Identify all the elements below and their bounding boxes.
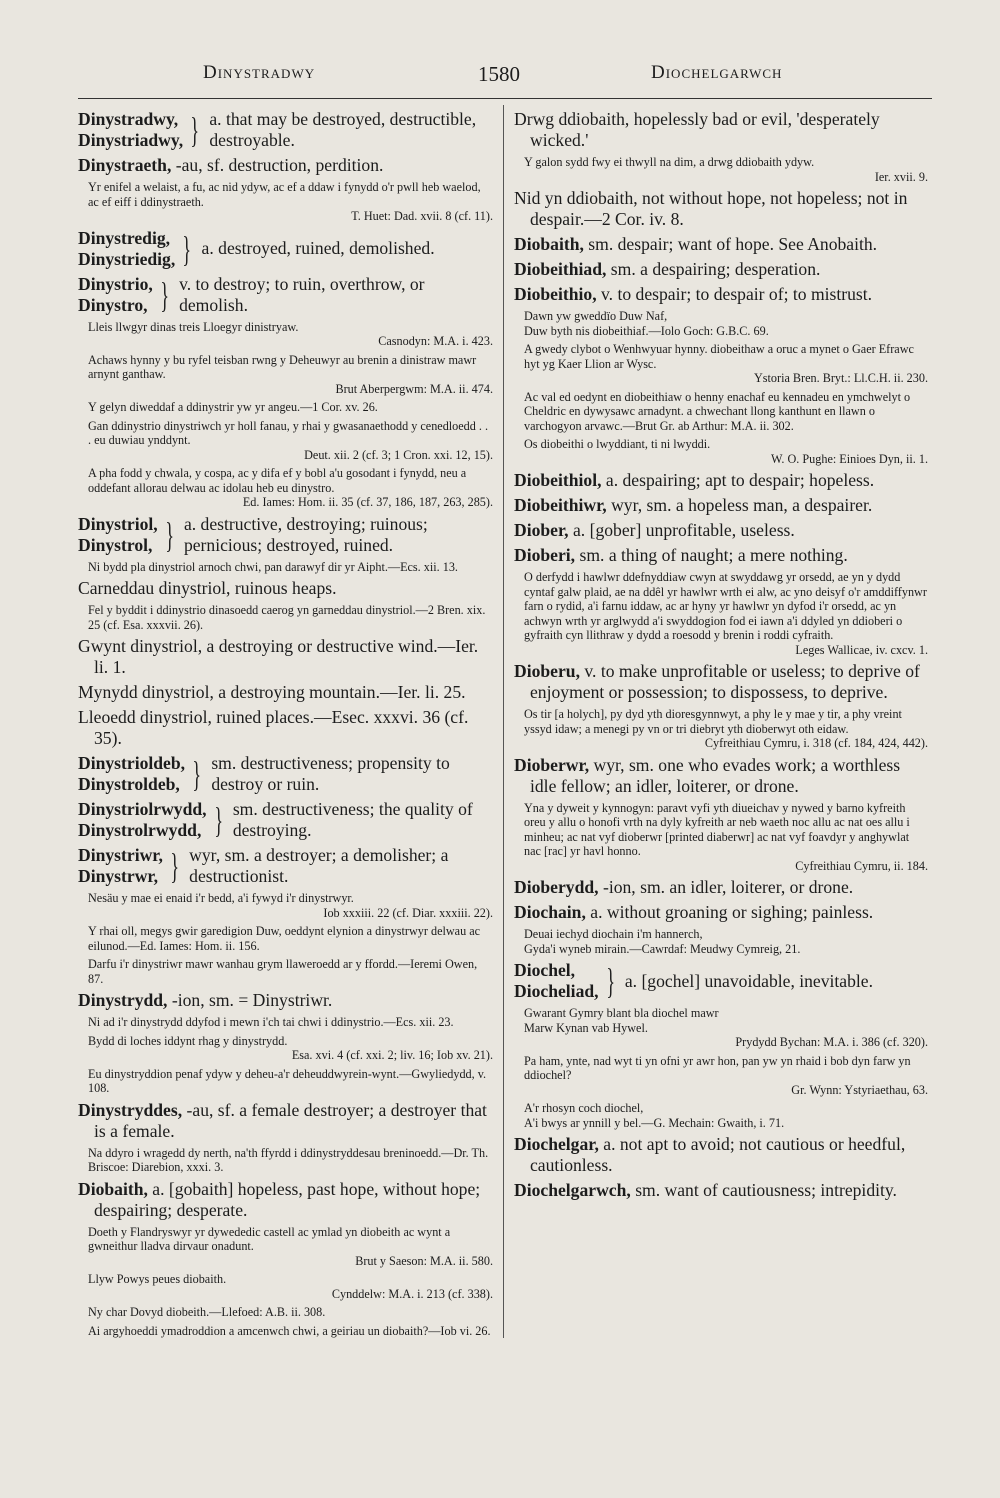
headword-pair: Dinystriolrwydd, Dinystrolrwydd, (78, 799, 207, 840)
brace-glyph: } (170, 846, 179, 886)
quotation: Darfu i'r dinystriwr mawr wanhau grym llaweroedd ar y ffordd.—Ieremi Owen, 87. (88, 957, 478, 986)
entry (514, 234, 928, 255)
headword-pair: Diochel, Diocheliad, (514, 960, 599, 1001)
headword-pair: Dinystredig, Dinystriedig, (78, 227, 176, 269)
definition: a. destroyed, ruined, demolished. (201, 238, 435, 258)
quotation: Y gelyn diweddaf a ddinystrir yw yr angeu.—1 Cor. xv. 26. (88, 400, 378, 414)
citation: Ier. xvii. 9. (874, 169, 928, 184)
quotation: Ni ad i'r dinystrydd ddyfod i mewn i'ch tai chwi i ddinystrio.—Ecs. xii. 23. (88, 1015, 454, 1029)
entry (514, 284, 928, 305)
headword: Diobaith, (78, 1178, 148, 1199)
definition: -au, sf. a female destroyer; a destroyer that is a female. (94, 1099, 487, 1141)
quotation: A gwedy clybot o Wenhwyuar hynny. diobeithaw a oruc a mynet o Gaer Efrawc hyt yg Kaer Llion ar Wysc. (524, 342, 914, 371)
quotation: Os tir [a holych], py dyd yth dioresgynnwyt, a phy le y mae y tir, a phy vreint yssyd idaw; a menegi py vn or tri diebryt yth dioberwyt oth eidaw. (524, 707, 902, 736)
definition: a. [gochel] unavoidable, inevitable. (624, 970, 874, 991)
quotation: Os diobeithi o lwyddiant, ti ni lwyddi. (524, 437, 711, 451)
quotation: Deuai iechyd diochain i'm hannerch, Gyda'i wyneb mirain.—Cawrdaf: Meudwy Cymreig, 21. (524, 927, 801, 956)
definition: -ion, sm. an idler, loiterer, or drone. (598, 877, 854, 897)
headword: Dioberwr, (514, 754, 590, 775)
brace-glyph: } (164, 514, 174, 555)
phrase-entry: Drwg ddiobaith, hopelessly bad or evil, 'desperately wicked.' (514, 109, 880, 150)
headword: Diober, (514, 520, 569, 540)
header-rule (78, 98, 932, 99)
headword: Dioberu, (514, 661, 580, 681)
quotation: Yna y dyweit y kynnogyn: paravt vyfi yth diueichav y nywed y barno kyfreith oreu y allu o honofi vrth na dyly kyfreith ar neb waeth noc allu ac nat oes allu i minheu; ac nat vyf dioberwr [printed diaberwr] ac nat vyf foavdyr y anghywlat nac [rac] yr havl honno. (524, 800, 910, 858)
citation: T. Huet: Dad. xvii. 8 (cf. 11). (351, 209, 493, 223)
citation: Ed. Iames: Hom. ii. 35 (cf. 37, 186, 187, 263, 285). (242, 495, 493, 509)
quotation: Fel y byddit i ddinystrio dinasoedd caerog yn garneddau dinystriol.—2 Bren. xix. 25 (cf. Esa. xxxvii. 26). (88, 603, 486, 632)
phrase-entry: Nid yn ddiobaith, not without hope, not hopeless; not in despair.—2 Cor. iv. 8. (514, 188, 908, 229)
running-header (78, 62, 932, 98)
entry (78, 155, 493, 176)
quotation: Achaws hynny y bu ryfel teisban rwng y Deheuwyr au brenin a dinistraw mawr arnynt ganthaw. (88, 352, 477, 381)
entry-pair (78, 109, 493, 151)
citation: Casnodyn: M.A. i. 423. (378, 334, 493, 348)
quotation: Gan ddinystrio dinystriwch yr holl fanau, y rhai y gwasanaethodd y cenedloedd . . . eu duwiau ynddynt. (88, 418, 489, 447)
headword: Diobaith, (514, 234, 584, 254)
citation: Ystoria Bren. Bryt.: Ll.C.H. ii. 230. (754, 371, 928, 385)
citation: Deut. xii. 2 (cf. 3; 1 Cron. xxi. 12, 15). (304, 447, 493, 462)
citation: Leges Wallicae, iv. cxcv. 1. (795, 642, 928, 657)
quotation: Yr enifel a welaist, a fu, ac nid ydyw, ac ef a ddaw i fynydd o'r pwll heb waelod, ac ef eiff i ddinystraeth. (88, 180, 481, 209)
entry-pair (78, 514, 493, 556)
definition: v. to make unprofitable or useless; to deprive of enjoyment or possession; to dispossess, to deprive. (530, 661, 920, 702)
definition: sm. want of cautiousness; intrepidity. (630, 1180, 897, 1200)
quotation: Eu dinystryddion penaf ydyw y deheu-a'r deheuddwyrein-wynt.—Gwyliedydd, v. 108. (88, 1066, 487, 1095)
definition: a. not apt to avoid; not cautious or heedful, cautionless. (530, 1134, 906, 1175)
entry-pair (514, 960, 928, 1002)
headword: Diobeithiad, (514, 259, 607, 279)
quotation: Doeth y Flandryswyr yr dywededic castell ac ymlad yn diobeith ac wynt a gwneithur lladva dirvaur onadunt. (88, 1224, 451, 1253)
quotation: Ni bydd pla dinystriol arnoch chwi, pan darawyf dir yr Aipht.—Ecs. xii. 13. (88, 559, 458, 574)
entry-pair (78, 845, 493, 887)
entry-pair (78, 228, 493, 270)
citation: Iob xxxiii. 22 (cf. Diar. xxxiii. 22). (323, 905, 493, 920)
header-right-guide-word: Diochelgarwch (651, 62, 783, 83)
headword: Dinystrydd, (78, 990, 168, 1010)
definition: sm. destructiveness; the quality of destroying. (232, 799, 473, 840)
headword-pair: Dinystrioldeb, Dinystroldeb, (78, 753, 186, 794)
entry (514, 259, 928, 280)
definition: v. to destroy; to ruin, overthrow, or demolish. (179, 273, 425, 315)
quotation: Gwarant Gymry blant bla diochel mawr Marw Kynan vab Hywel. (524, 1006, 719, 1035)
quotation: Y galon sydd fwy ei thwyll na dim, a drwg ddiobaith ydyw. (524, 155, 815, 169)
quotation: O derfydd i hawlwr ddefnyddiaw cwyn at swyddawg yr orsedd, ae yn y dydd cyntaf galw plaid, ae na ddêl yr hawlwr wrth ei alw, ac yno deisyf o'r amddiffynwr farn o rydid, a'i farnu iddaw, ac ar hyny yr hawlwr yn dyfod i'r orsedd, ac yn achwyn wrth yr arglwydd a'i swyddogion fod ei iawn a'i ddyled yn ddioberi o gyfraith cyn llithraw y dydd a roesodd y brenin i roddi cyfraith. (524, 570, 927, 642)
headword: Diochelgar, (514, 1134, 599, 1154)
quotation: Lleis llwgyr dinas treis Lloegyr dinistryaw. (88, 319, 299, 334)
headword: Diobeithiwr, (514, 495, 607, 515)
entry-pair (78, 274, 493, 316)
entry (78, 990, 493, 1011)
phrase-entry: Gwynt dinystriol, a destroying or destructive wind.—Ier. li. 1. (78, 636, 479, 677)
entry (514, 902, 928, 923)
citation: Brut Aberpergwm: M.A. ii. 474. (335, 381, 493, 396)
brace-glyph: } (190, 110, 200, 150)
quotation: Na ddyro i wragedd dy nerth, na'th ffyrdd i ddinystryddesau breninoedd.—Dr. Th. Briscoe: Diarebion, xxxi. 3. (88, 1145, 489, 1174)
columns (78, 105, 932, 1338)
definition: a. that may be destroyed, destructible, destroyable. (209, 109, 477, 150)
definition: a. [gober] unprofitable, useless. (568, 520, 795, 540)
headword: Dinystryddes, (78, 1099, 183, 1120)
definition: a. [gobaith] hopeless, past hope, without hope; despairing; desperate. (94, 1178, 481, 1220)
right-column (503, 105, 928, 1338)
citation: W. O. Pughe: Einioes Dyn, ii. 1. (771, 451, 928, 466)
phrase-entry: Lleoedd dinystriol, ruined places.—Esec. xxxvi. 36 (cf. 35). (78, 707, 469, 748)
headword-pair: Dinystrio, Dinystro, (78, 273, 153, 315)
quotation: Llyw Powys peues diobaith. (88, 1272, 227, 1286)
definition: a. without groaning or sighing; painless. (585, 902, 874, 922)
definition: a. despairing; apt to despair; hopeless. (601, 470, 875, 490)
definition: sm. destructiveness; propensity to destroy or ruin. (211, 753, 450, 794)
quotation: Pa ham, ynte, nad wyt ti yn ofni yr awr hon, pan yw yn rhaid i bob dyn farw yn ddiochel? (524, 1053, 911, 1082)
headword: Dinystraeth, (78, 155, 172, 175)
left-column (78, 105, 503, 1338)
definition: sm. a thing of naught; a mere nothing. (575, 545, 848, 565)
entry (514, 877, 928, 898)
definition: wyr, sm. a hopeless man, a despairer. (606, 495, 873, 515)
headword-pair: Dinystriwr, Dinystrwr, (78, 845, 163, 886)
definition: wyr, sm. one who evades work; a worthless idle fellow; an idler, loiterer, or drone. (530, 754, 901, 796)
citation: Cyfreithiau Cymru, ii. 184. (795, 858, 928, 873)
quotation: Ac val ed oedynt en diobeithiaw o henny enachaf eu kennadeu en ymchwelyt o Cheldric en dywysawc arnadynt. a chwechant llong kanthunt en llawn o varchogyon arvawc.—Brut Gr. ab Arthur: M.A. ii. 302. (524, 389, 911, 433)
quotation: Ny char Dovyd diobeith.—Llefoed: A.B. ii. 308. (88, 1305, 326, 1319)
headword-pair: Dinystriol, Dinystrol, (78, 513, 158, 555)
citation: Cynddelw: M.A. i. 213 (cf. 338). (331, 1286, 493, 1301)
definition: wyr, sm. a destroyer; a demolisher; a destructionist. (189, 845, 449, 886)
definition: sm. despair; want of hope. See Anobaith. (583, 234, 878, 254)
definition: sm. a despairing; desperation. (606, 259, 821, 279)
entry (514, 495, 928, 516)
quotation: A pha fodd y chwala, y cospa, ac y difa ef y bobl a'u gosodant i fynydd, neu a oddefant allorau delwau ac idolau heb eu dinystro. (88, 466, 467, 495)
headword: Dioberi, (514, 545, 576, 565)
headword: Diobeithiol, (514, 470, 602, 490)
quotation: Y rhai oll, megys gwir garedigion Duw, oeddynt elynion a dinystrwyr delwau ac eilunod.—Ed. Iames: Hom. ii. 156. (88, 924, 481, 953)
citation: Gr. Wynn: Ystyriaethau, 63. (791, 1082, 928, 1097)
headword: Dioberydd, (514, 877, 599, 897)
brace-glyph: } (605, 961, 615, 1001)
entry (514, 545, 928, 566)
entry (514, 1134, 928, 1176)
brace-glyph: } (182, 228, 192, 269)
phrase-entry: Mynydd dinystriol, a destroying mountain.—Ier. li. 25. (78, 682, 466, 702)
entry (514, 1180, 928, 1201)
quotation: A'r rhosyn coch diochel, A'i bwys ar ynnill y bel.—G. Mechain: Gwaith, i. 71. (524, 1101, 785, 1130)
headword: Diochelgarwch, (514, 1180, 631, 1200)
brace-glyph: } (160, 274, 169, 315)
headword: Diobeithio, (514, 284, 597, 304)
citation: Esa. xvi. 4 (cf. xxi. 2; liv. 16; Iob xv. 21). (291, 1048, 493, 1062)
citation: Prydydd Bychan: M.A. i. 386 (cf. 320). (735, 1035, 928, 1049)
brace-glyph: } (192, 754, 202, 794)
entry (514, 520, 928, 541)
entry (514, 470, 928, 491)
citation: Cyfreithiau Cymru, i. 318 (cf. 184, 424, 442). (704, 736, 928, 750)
headword: Diochain, (514, 902, 586, 922)
quotation: Dawn yw gweddïo Duw Naf, Duw byth nis diobeithiaf.—Iolo Goch: G.B.C. 69. (524, 309, 769, 338)
definition: v. to despair; to despair of; to mistrust. (596, 284, 873, 304)
quotation: Ai argyhoeddi ymadroddion a amcenwch chwi, a geiriau un diobaith?—Iob vi. 26. (88, 1323, 491, 1338)
entry (78, 1100, 493, 1142)
headword-pair: Dinystradwy, Dinystriadwy, (78, 109, 184, 150)
definition: -au, sf. destruction, perdition. (171, 155, 384, 175)
quotation: Bydd di loches iddynt rhag y dinystrydd. (88, 1033, 288, 1048)
definition: a. destructive, destroying; ruinous; pernicious; destroyed, ruined. (183, 513, 428, 555)
citation: Brut y Saeson: M.A. ii. 580. (355, 1253, 493, 1268)
page-number: 1580 (478, 62, 520, 86)
header-left-guide-word: Dinystradwy (203, 62, 316, 83)
entry-pair (78, 753, 493, 795)
quotation: Nesäu y mae ei enaid i'r bedd, a'i fywyd i'r dinystrwyr. (88, 891, 354, 905)
definition: -ion, sm. = Dinystriwr. (167, 990, 333, 1010)
entry-pair (78, 799, 493, 841)
entry (514, 755, 928, 797)
phrase-entry: Carneddau dinystriol, ruinous heaps. (78, 578, 337, 598)
entry (78, 1179, 493, 1221)
brace-glyph: } (213, 800, 223, 840)
entry (514, 661, 928, 703)
